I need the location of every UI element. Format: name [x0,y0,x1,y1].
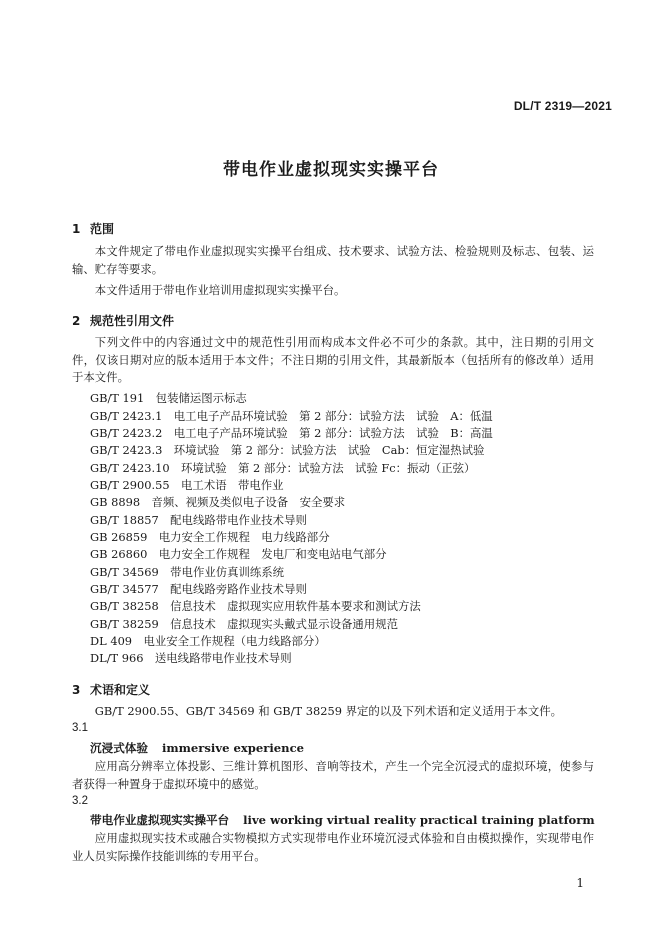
reference-code: GB/T 2423.2 [90,426,163,440]
reference-item [90,494,345,510]
reference-code: GB/T 2900.55 [90,478,170,492]
page-number: 1 [576,876,584,890]
reference-title: 电工电子产品环境试验 第 2 部分：试验方法 试验 B：高温 [173,426,493,440]
section-number: 2 [72,314,81,328]
section-title: 规范性引用文件 [90,314,175,328]
reference-title: 电工术语 带电作业 [181,478,284,492]
term-title-cn: 带电作业虚拟现实实操平台 [90,813,230,827]
section-2-intro: 下列文件中的内容通过文中的规范性引用而构成本文件必不可少的条款。其中，注日期的引用文件，仅该日期对应的版本适用于本文件；不注日期的引用文件，其最新版本（包括所有的修改单）适用于本文件。 [72,335,594,384]
term-title-en: immersive experience [161,741,305,755]
reference-title: 环境试验 第 2 部分：试验方法 试验 Cab：恒定湿热试验 [173,443,485,457]
reference-title: 配电线路旁路作业技术导则 [170,582,307,596]
reference-item [90,633,326,649]
reference-code: GB/T 34569 [90,565,159,579]
reference-code: GB/T 2423.1 [90,409,163,423]
term-title [90,812,595,828]
term-title [90,740,304,756]
reference-item [90,581,307,597]
reference-item [90,408,493,424]
reference-code: GB/T 38259 [90,617,159,631]
term-title-en: live working virtual reality practical training platform [243,813,595,827]
reference-item [90,598,421,614]
section-number: 1 [72,222,81,236]
reference-item [90,546,387,562]
reference-title: 包装储运图示标志 [155,391,247,405]
reference-code: GB/T 2423.3 [90,443,163,457]
section-title: 范围 [90,222,115,236]
section-number: 3 [72,683,81,697]
reference-title: 音频、视频及类似电子设备 安全要求 [151,495,346,509]
section-1-paragraph-1: 本文件规定了带电作业虚拟现实实操平台组成、技术要求、试验方法、检验规则及标志、包装、运输、贮存等要求。 [72,244,594,276]
reference-item [90,477,284,493]
term-number: 3.2 [72,795,88,807]
reference-item [90,529,330,545]
reference-title: 电力安全工作规程 发电厂和变电站电气部分 [158,547,387,561]
reference-item [90,390,247,406]
term-number: 3.1 [72,722,88,734]
reference-item [90,442,484,458]
section-3-heading [72,681,150,698]
reference-code: GB/T 18857 [90,513,159,527]
reference-code: GB/T 34577 [90,582,159,596]
reference-code: GB/T 38258 [90,599,159,613]
reference-code: GB 26860 [90,547,148,561]
section-2-heading [72,312,174,329]
reference-title: 电力安全工作规程 电力线路部分 [158,530,330,544]
reference-item [90,425,493,441]
reference-title: 配电线路带电作业技术导则 [170,513,307,527]
section-1-heading [72,220,114,237]
reference-item [90,564,284,580]
reference-code: GB 26859 [90,530,148,544]
reference-code: GB/T 2423.10 [90,461,170,475]
reference-code: GB/T 191 [90,391,145,405]
reference-title: 信息技术 虚拟现实应用软件基本要求和测试方法 [170,599,421,613]
document-title: 带电作业虚拟现实实操平台 [223,160,439,180]
standard-code: DL/T 2319—2021 [513,99,612,113]
term-title-cn: 沉浸式体验 [90,741,148,755]
reference-title: 信息技术 虚拟现实头戴式显示设备通用规范 [170,617,398,631]
reference-item [90,460,475,476]
reference-code: DL/T 966 [90,651,144,665]
reference-title: 送电线路带电作业技术导则 [154,651,292,665]
reference-title: 环境试验 第 2 部分：试验方法 试验 Fc：振动（正弦） [181,461,476,475]
reference-title: 电业安全工作规程（电力线路部分） [143,634,326,648]
reference-item [90,616,398,632]
term-definition: 应用高分辨率立体投影、三维计算机图形、音响等技术，产生一个完全沉浸式的虚拟环境，使参与者获得一种置身于虚拟环境中的感觉。 [72,759,594,791]
term-definition: 应用虚拟现实技术或融合实物模拟方式实现带电作业环境沉浸式体验和自由模拟操作，实现带电作业人员实际操作技能训练的专用平台。 [72,831,594,863]
reference-item [90,512,307,528]
reference-item [90,650,292,666]
reference-title: 电工电子产品环境试验 第 2 部分：试验方法 试验 A：低温 [173,409,493,423]
reference-title: 带电作业仿真训练系统 [170,565,285,579]
section-3-intro: GB/T 2900.55、GB/T 34569 和 GB/T 38259 界定的以及下列术语和定义适用于本文件。 [94,704,563,718]
section-1-paragraph-2: 本文件适用于带电作业培训用虚拟现实实操平台。 [94,283,346,297]
reference-code: GB 8898 [90,495,141,509]
reference-code: DL 409 [90,634,133,648]
section-title: 术语和定义 [90,683,151,697]
